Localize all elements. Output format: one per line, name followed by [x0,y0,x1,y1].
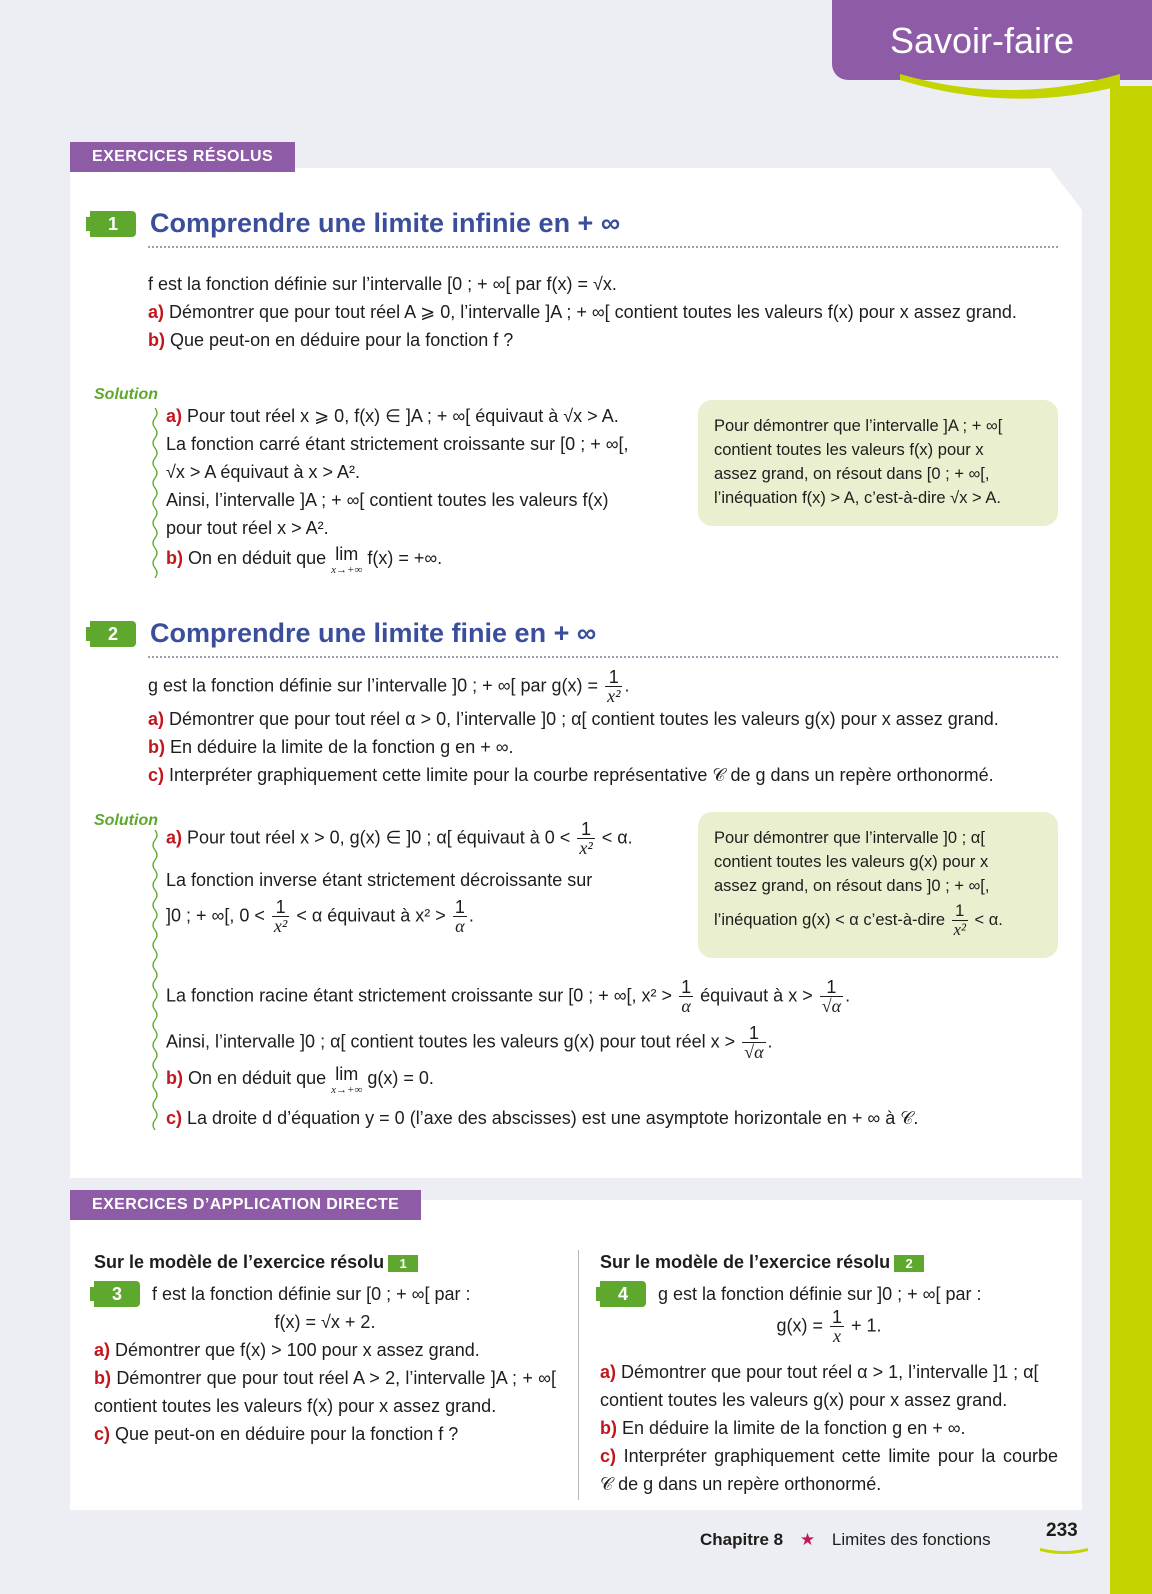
exercise-2-heading [90,618,596,649]
question-b: b) En déduire la limite de la fonction g en + ∞. [148,737,514,757]
solution-wave-line [150,830,160,1130]
exercise-3-formula: f(x) = √x + 2. [274,1312,376,1332]
model-ref-badge: 2 [894,1255,924,1272]
exercise-2-solution-part2 [166,978,1066,1132]
exercise-2-solution-part1 [166,820,676,935]
exercise-1-heading [90,208,620,239]
question-c: c) Interpréter graphiquement cette limite pour la courbe représentative 𝒞 de g dans un repère orthonormé. [148,765,994,785]
exercise-3-statement: 3 f est la fonction définie sur [0 ; + ∞[ par : [94,1280,556,1308]
footer [700,1530,991,1550]
limit-expression: lim x→+∞ [331,1064,363,1096]
solution-a-line1: a) Pour tout réel x > 0, g(x) ∈ ]0 ; α[ équivaut à 0 < $\frac{1}{\text{x²}}$ < α. [166,819,633,858]
dotted-separator [148,246,1058,248]
hint-line: assez grand, on résout dans [0 ; + ∞[, [714,465,990,483]
hint-line: l’inéquation f(x) > A, c’est-à-dire √x > A. [714,489,1001,507]
exercise-4-formula: g(x) = $\frac{1}{x}$ + 1. [776,1307,882,1346]
solved-exercises-band: EXERCICES RÉSOLUS [70,142,295,172]
decorative-swoosh [900,66,1120,106]
left-model-heading: Sur le modèle de l’exercice résolu 1 [94,1252,418,1273]
hint-line: Pour démontrer que l’intervalle ]A ; + ∞[ [714,417,1003,435]
chapter-label: Chapitre 8 [700,1530,784,1549]
solution-a-line5: pour tout réel x > A². [166,518,329,538]
exercise-title: Comprendre une limite infinie en + ∞ [150,208,621,238]
application-exercises-band: EXERCICES D’APPLICATION DIRECTE [70,1190,421,1220]
solution-b: b) On en déduit que lim x→+∞ f(x) = +∞. [166,544,443,576]
solution-wave-line [150,408,160,578]
solution-a-line2: La fonction carré étant strictement croissante sur [0 ; + ∞[, [166,434,629,454]
statement-text: g est la fonction définie sur l’intervalle ]0 ; + ∞[ par g(x) = $\frac{1}{\text{x²}}$ . [148,667,630,706]
question-b: b) En déduire la limite de la fonction g en + ∞. [600,1418,966,1438]
solution-label: Solution [94,812,158,829]
statement-text: f est la fonction définie sur l’intervalle [0 ; + ∞[ par f(x) = √x. [148,274,617,294]
question-a: a) Démontrer que pour tout réel α > 1, l’intervalle ]1 ; α[ contient toutes les valeurs g(x) pour x assez grand. [600,1362,1039,1410]
solution-b: b) On en déduit que lim x→+∞ g(x) = 0. [166,1064,434,1096]
exercise-4 [600,1280,1058,1498]
solution-a-line4: Ainsi, l’intervalle ]A ; + ∞[ contient toutes les valeurs f(x) [166,490,609,510]
exercise-3 [94,1280,556,1448]
exercise-number-badge: 1 [90,211,136,237]
solution-a-line2: La fonction inverse étant strictement décroissante sur [166,870,593,890]
fraction: $\frac{1}{√\alpha}$ [821,977,842,1016]
side-color-bar [1110,86,1152,1594]
question-b: b) Que peut-on en déduire pour la fonction f ? [148,330,514,350]
question-c: c) Interpréter graphiquement cette limite pour la courbe 𝒞 de g dans un repère orthonormé. [600,1446,1058,1494]
hint-line: contient toutes les valeurs g(x) pour x [714,853,989,871]
solution-a-line1: a) Pour tout réel x ⩾ 0, f(x) ∈ ]A ; + ∞[ équivaut à √x > A. [166,406,619,426]
dotted-separator [148,656,1058,658]
question-a: a) Démontrer que pour tout réel A ⩾ 0, l’intervalle ]A ; + ∞[ contient toutes les valeurs f(x) pour x assez grand. [148,302,1017,322]
limit-expression: lim x→+∞ [331,544,363,576]
model-ref-badge: 1 [388,1255,418,1272]
exercise-number-badge: 3 [94,1281,140,1307]
question-b: b) Démontrer que pour tout réel A > 2, l’intervalle ]A ; + ∞[ contient toutes les valeurs f(x) pour x assez grand. [94,1368,556,1416]
solution-a-line5: Ainsi, l’intervalle ]0 ; α[ contient toutes les valeurs g(x) pour tout réel x > $\frac{1}{√\alpha}$ . [166,1023,773,1062]
fraction: $\frac{1}{\text{x²}}$ [607,667,621,706]
fraction: $\frac{1}{\text{x²}}$ [579,819,593,858]
exercise-4-statement: 4 g est la fonction définie sur ]0 ; + ∞[ par : [600,1280,1058,1308]
exercise-2-statement [148,668,1068,789]
solution-c: c) La droite d d’équation y = 0 (l’axe des abscisses) est une asymptote horizontale en + ∞ à 𝒞. [166,1108,919,1128]
method-hint-box [698,812,1058,958]
fraction: $\frac{1}{\text{x²}}$ [273,897,288,936]
page-number: 233 [1046,1520,1078,1541]
exercise-number-badge: 2 [90,621,136,647]
fraction: $\frac{1}{\alpha}$ [681,977,692,1016]
fraction: $\frac{1}{√\alpha}$ [744,1023,764,1062]
hint-line: l’inéquation g(x) < α c’est-à-dire $\frac{1}{\text{x²}}$ < α. [714,902,1003,939]
star-icon: ★ [799,1530,816,1549]
method-hint-box [698,400,1058,526]
exercise-1-solution [166,402,676,576]
column-divider [578,1250,579,1500]
chapter-title: Limites des fonctions [831,1530,991,1549]
solution-a-line4: La fonction racine étant strictement croissante sur [0 ; + ∞[, x² > $\frac{1}{\alpha}$ équivaut à x > $\frac{1}{√\alpha}$ . [166,977,851,1016]
hint-line: Pour démontrer que l’intervalle ]0 ; α[ [714,829,985,847]
exercise-1-statement [148,270,1048,354]
fraction: $\frac{1}{x}$ [831,1307,842,1346]
fraction: $\frac{1}{\text{x²}}$ [953,902,966,939]
question-a: a) Démontrer que f(x) > 100 pour x assez grand. [94,1340,480,1360]
question-a: a) Démontrer que pour tout réel α > 0, l’intervalle ]0 ; α[ contient toutes les valeurs g(x) pour x assez grand. [148,709,999,729]
question-c: c) Que peut-on en déduire pour la fonction f ? [94,1424,459,1444]
solution-a-line3: √x > A équivaut à x > A². [166,462,361,482]
page-number-underline [1040,1546,1088,1554]
section-title: Savoir-faire [889,20,1074,61]
fraction: $\frac{1}{\alpha}$ [454,897,465,936]
solution-label: Solution [94,386,158,403]
right-model-heading: Sur le modèle de l’exercice résolu 2 [600,1252,924,1273]
solution-a-line3: ]0 ; + ∞[, 0 < $\frac{1}{\text{x²}}$ < α équivaut à x² > $\frac{1}{\alpha}$ . [166,897,474,936]
hint-line: assez grand, on résout dans ]0 ; + ∞[, [714,877,990,895]
exercise-title: Comprendre une limite finie en + ∞ [150,618,597,648]
exercise-number-badge: 4 [600,1281,646,1307]
hint-line: contient toutes les valeurs f(x) pour x [714,441,984,459]
